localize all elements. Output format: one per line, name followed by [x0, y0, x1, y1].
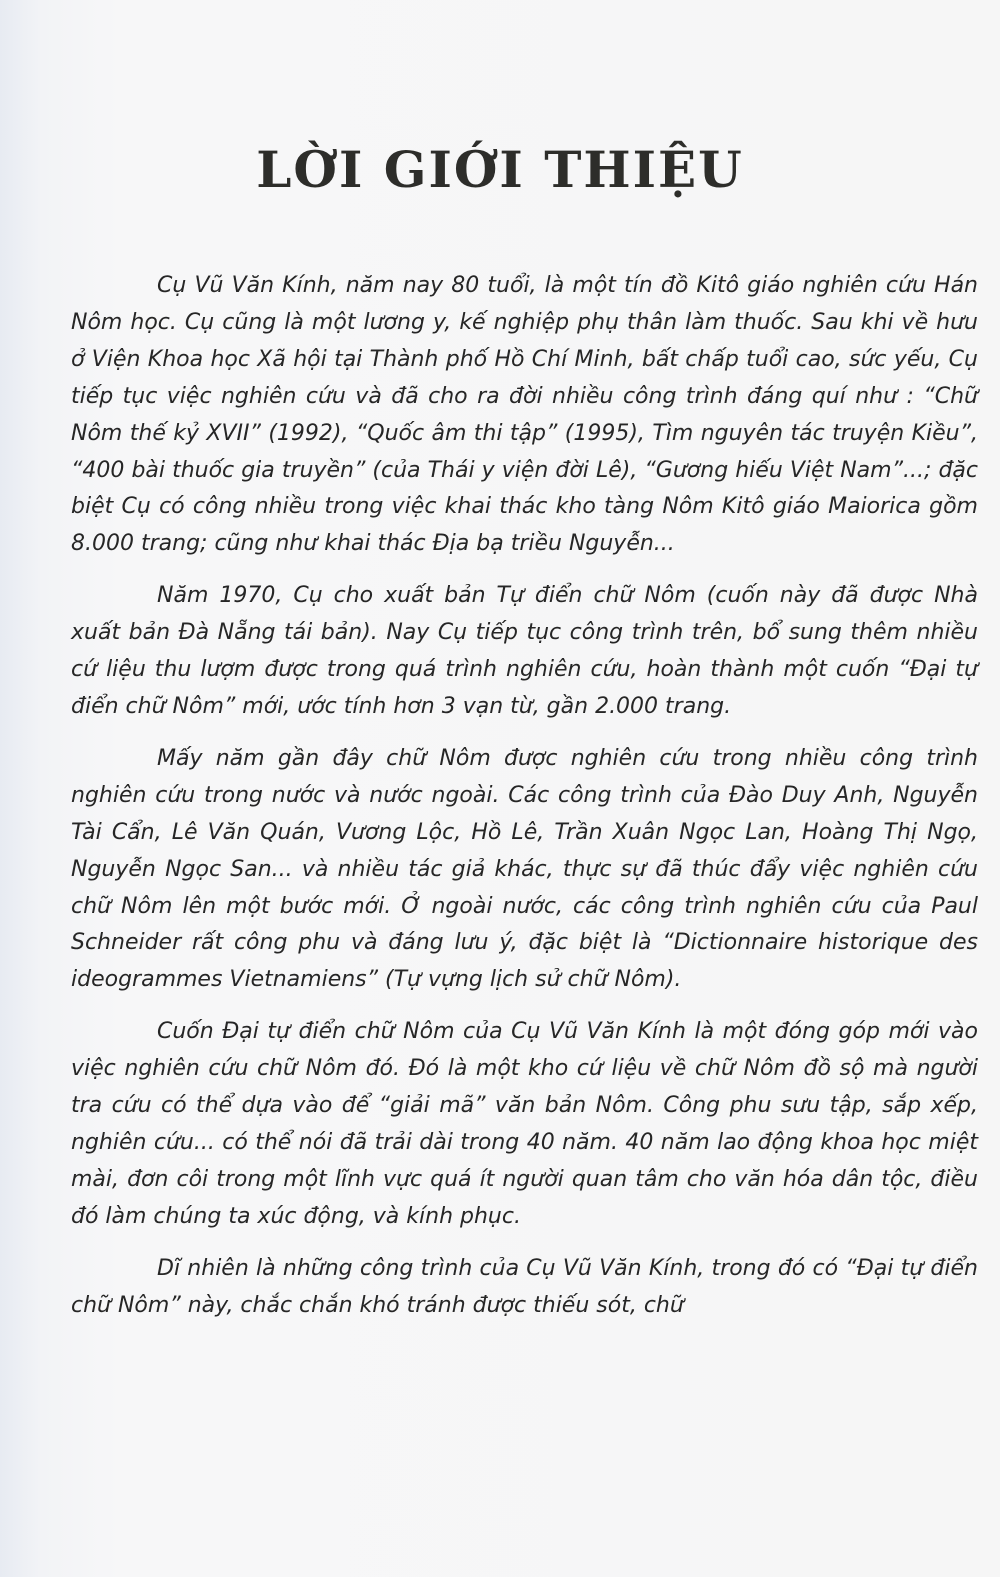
paragraph-2: Năm 1970, Cụ cho xuất bản Tự điển chữ Nôm (cuốn này đã được Nhà xuất bản Đà Nẵng tái bản). Nay Cụ tiếp tục công trình trên, bổ sung thêm nhiều cứ liệu thu lượm được trong quá trình nghiên cứu, hoàn thành một cuốn “Đại tự điển chữ Nôm” mới, ước tính hơn 3 vạn từ, gần 2.000 trang.: [71, 583, 978, 719]
page-title: LỜI GIỚI THIỆU: [256, 140, 744, 199]
paragraph-5: Dĩ nhiên là những công trình của Cụ Vũ Văn Kính, trong đó có “Đại tự điển chữ Nôm” này, chắc chắn khó tránh được thiếu sót, chữ: [71, 1255, 978, 1318]
paragraph-3: Mấy năm gần đây chữ Nôm được nghiên cứu trong nhiều công trình nghiên cứu trong nước và nước ngoài. Các công trình của Đào Duy Anh, Nguyễn Tài Cẩn, Lê Văn Quán, Vương Lộc, Hồ Lê, Trần Xuân Ngọc Lan, Hoàng Thị Ngọ, Nguyễn Ngọc San... và nhiều tác giả khác, thực sự đã thúc đẩy việc nghiên cứu chữ Nôm lên một bước mới. Ở ngoài nước, các công trình nghiên cứu của Paul Schneider rất công phu và đáng lưu ý, đặc biệt là “Dictionnaire historique des ideogrammes Vietnamiens” (Tự vựng lịch sử chữ Nôm).: [71, 745, 978, 993]
paragraph-4: Cuốn Đại tự điển chữ Nôm của Cụ Vũ Văn Kính là một đóng góp mới vào việc nghiên cứu chữ Nôm đó. Đó là một kho cứ liệu về chữ Nôm đồ sộ mà người tra cứu có thể dựa vào để “giải mã” văn bản Nôm. Công phu sưu tập, sắp xếp, nghiên cứu... có thể nói đã trải dài trong 40 năm. 40 năm lao động khoa học miệt mài, đơn côi trong một lĩnh vực quá ít người quan tâm cho văn hóa dân tộc, điều đó làm chúng ta xúc động, và kính phục.: [71, 1019, 978, 1229]
paragraph-1: Cụ Vũ Văn Kính, năm nay 80 tuổi, là một tín đồ Kitô giáo nghiên cứu Hán Nôm học. Cụ cũng là một lương y, kế nghiệp phụ thân làm thuốc. Sau khi về hưu ở Viện Khoa học Xã hội tại Thành phố Hồ Chí Minh, bất chấp tuổi cao, sức yếu, Cụ tiếp tục việc nghiên cứu và đã cho ra đời nhiều công trình đáng quí như : “Chữ Nôm thế kỷ XVII” (1992), “Quốc âm thi tập” (1995), Tìm nguyên tác truyện Kiều”, “400 bài thuốc gia truyền” (của Thái y viện đời Lê), “Gương hiếu Việt Nam”...; đặc biệt Cụ có công nhiều trong việc khai thác kho tàng Nôm Kitô giáo Maiorica gồm 8.000 trang; cũng như khai thác Địa bạ triều Nguyễn...: [71, 273, 978, 557]
body-text: [71, 268, 978, 1324]
